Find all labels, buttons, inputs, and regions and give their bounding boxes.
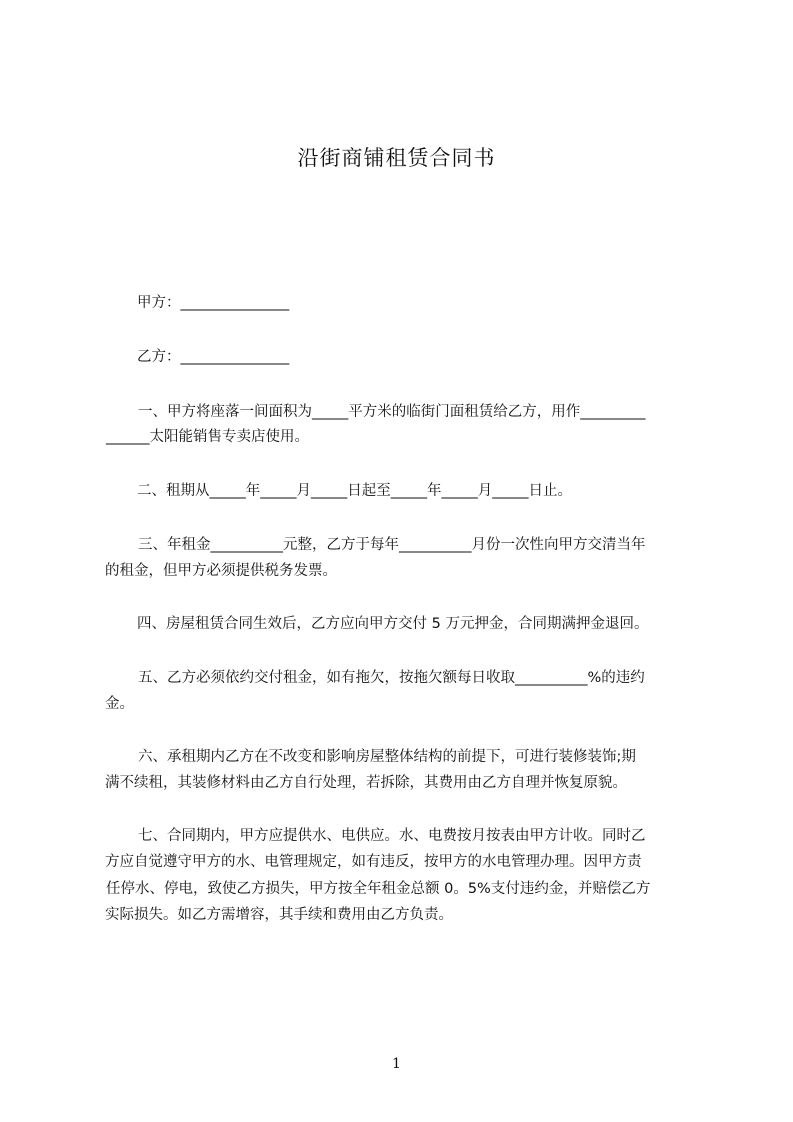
clause-2-line-1: 二、租期从_____年_____月_____日起至_____年_____月_____日止。 [137, 483, 572, 499]
party-a-line: 甲方：_______________ [137, 295, 290, 311]
clause-3-line-1: 三、年租金__________元整，乙方于每年__________月份一次性向甲方交清当年 [138, 537, 646, 553]
clause-1-line-2: ______太阳能销售专卖店使用。 [106, 429, 309, 445]
clause-4-line-1: 四、房屋租赁合同生效后，乙方应向甲方交付 5 万元押金，合同期满押金退回。 [137, 616, 649, 632]
document-title: 沿街商铺租赁合同书 [297, 146, 496, 170]
clause-5-line-2: 金。 [105, 696, 134, 712]
clause-7-line-3: 任停水、停电，致使乙方损失，甲方按全年租金总额 0。5%支付违约金，并赔偿乙方 [106, 881, 651, 897]
clause-6-line-1: 六、承租期内乙方在不改变和影响房屋整体结构的前提下，可进行装修装饰;期 [138, 749, 636, 765]
clause-3-line-2: 的租金，但甲方必须提供税务发票。 [105, 563, 337, 579]
clause-5-line-1: 五、乙方必须依约交付租金，如有拖欠，按拖欠额每日收取__________%的违约 [138, 670, 645, 686]
clause-7-line-1: 七、合同期内，甲方应提供水、电供应。水、电费按月按表由甲方计收。同时乙 [138, 828, 646, 844]
clause-1-line-1: 一、甲方将座落一间面积为_____平方米的临街门面租赁给乙方，用作_________ [138, 404, 646, 420]
page-number: 1 [392, 1056, 401, 1072]
clause-7-line-2: 方应自觉遵守甲方的水、电管理规定，如有违反，按甲方的水电管理办理。因甲方责 [105, 854, 642, 870]
clause-7-line-4: 实际损失。如乙方需增容，其手续和费用由乙方负责。 [105, 907, 453, 923]
clause-6-line-2: 满不续租，其装修材料由乙方自行处理，若拆除，其费用由乙方自理并恢复原貌。 [105, 775, 627, 791]
party-b-line: 乙方：_______________ [137, 349, 290, 365]
